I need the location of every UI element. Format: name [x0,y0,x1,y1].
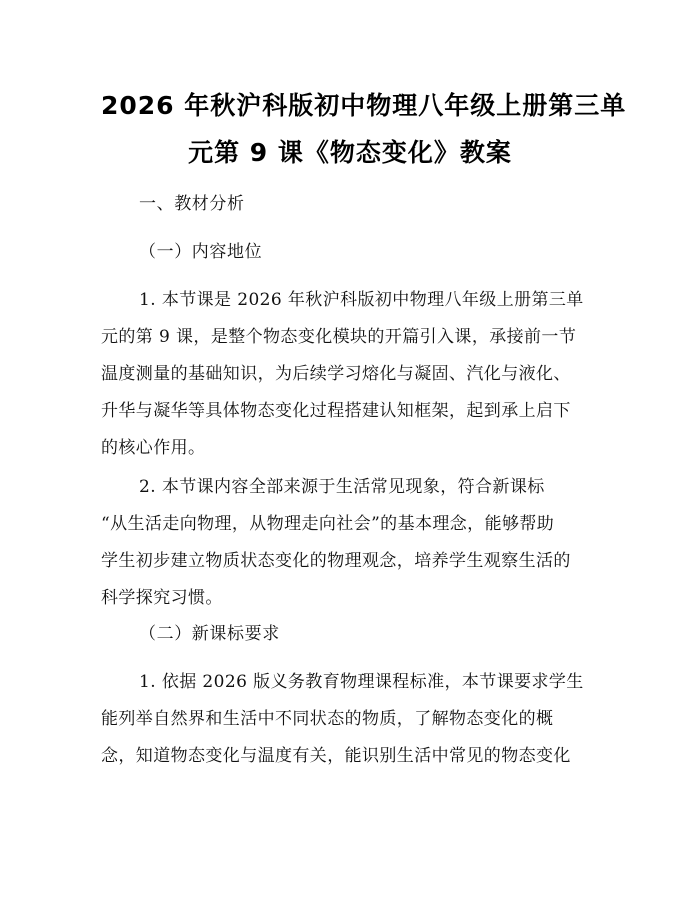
paragraph-3 [101,664,599,775]
paragraph-line: 科学探究习惯。 [101,588,223,608]
title-line-2: 元第 9 课《物态变化》教案 [188,138,512,167]
paragraph-line: 升华与凝华等具体物态变化过程搭建认知框架，起到承上启下 [101,401,571,421]
paragraph-line: 能列举自然界和生活中不同状态的物质，了解物态变化的概 [101,709,554,729]
paragraph-line: 1. 本节课是 2026 年秋沪科版初中物理八年级上册第三单 [139,290,584,310]
subsection-heading-content-position: （一）内容地位 [139,242,263,262]
paragraph-1 [101,282,599,467]
subsection-heading-curriculum-requirements: （二）新课标要求 [139,624,280,644]
paragraph-line: 2. 本节课内容全部来源于生活常见现象，符合新课标 [139,477,545,497]
title-line-1: 2026 年秋沪科版初中物理八年级上册第三单 [101,91,627,120]
paragraph-line: 念，知道物态变化与温度有关，能识别生活中常见的物态变化 [101,746,571,766]
paragraph-line: 元的第 9 课，是整个物态变化模块的开篇引入课，承接前一节 [101,327,577,347]
section-heading-textbook-analysis: 一、教材分析 [139,194,245,214]
paragraph-line: 学生初步建立物质状态变化的物理观念，培养学生观察生活的 [101,551,571,571]
document-title [101,82,627,176]
paragraph-line: 温度测量的基础知识，为后续学习熔化与凝固、汽化与液化、 [101,364,571,384]
paragraph-2 [101,469,599,617]
paragraph-line: 1. 依据 2026 版义务教育物理课程标准，本节课要求学生 [139,672,584,692]
paragraph-line: “从生活走向物理，从物理走向社会”的基本理念，能够帮助 [101,514,555,534]
paragraph-line: 的核心作用。 [101,438,206,458]
